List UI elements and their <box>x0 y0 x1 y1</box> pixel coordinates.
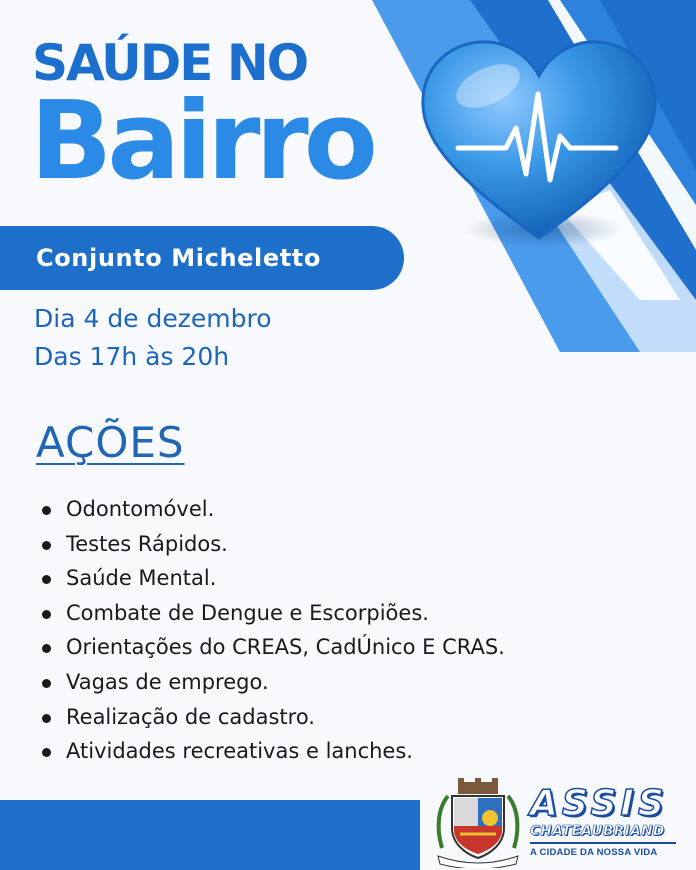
list-item <box>40 563 505 598</box>
actions-list <box>40 494 505 771</box>
bullet-icon <box>42 506 51 515</box>
footer-bar <box>0 800 420 870</box>
title-top: SAÚDE NO <box>32 34 308 92</box>
actions-heading: AÇÕES <box>36 418 185 467</box>
list-item <box>40 667 505 702</box>
location-label: Conjunto Micheletto <box>36 244 321 272</box>
city-coat-of-arms-icon <box>432 778 524 868</box>
bullet-icon <box>42 679 51 688</box>
brand-word1: ASSIS <box>530 783 668 824</box>
bullet-icon <box>42 575 51 584</box>
list-item <box>40 702 505 737</box>
list-item <box>40 598 505 633</box>
brand-tagline: A CIDADE DA NOSSA VIDA <box>530 846 658 858</box>
event-time: Das 17h às 20h <box>34 342 230 371</box>
bullet-icon <box>42 714 51 723</box>
action-text: Orientações do CREAS, CadÚnico E CRAS. <box>66 635 505 660</box>
action-text: Odontomóvel. <box>66 497 215 521</box>
action-text: Saúde Mental. <box>66 566 217 591</box>
bullet-icon <box>42 541 51 550</box>
list-item <box>40 494 505 529</box>
brand-divider <box>530 842 676 844</box>
bullet-icon <box>42 644 51 653</box>
list-item <box>40 736 505 771</box>
bullet-icon <box>42 610 51 619</box>
action-text: Vagas de emprego. <box>66 669 269 694</box>
event-date: Dia 4 de dezembro <box>34 304 272 333</box>
location-banner <box>0 226 404 290</box>
action-text: Realização de cadastro. <box>66 704 315 729</box>
list-item <box>40 529 505 564</box>
title-main: Bairro <box>30 79 373 204</box>
list-item <box>40 632 505 667</box>
action-text: Combate de Dengue e Escorpiões. <box>66 600 429 625</box>
action-text: Atividades recreativas e lanches. <box>66 739 413 764</box>
bullet-icon <box>42 748 51 757</box>
brand-word2: CHATEAUBRIAND <box>530 823 665 839</box>
heart-pulse-icon <box>410 24 668 254</box>
city-brand <box>530 783 690 858</box>
action-text: Testes Rápidos. <box>66 531 228 556</box>
